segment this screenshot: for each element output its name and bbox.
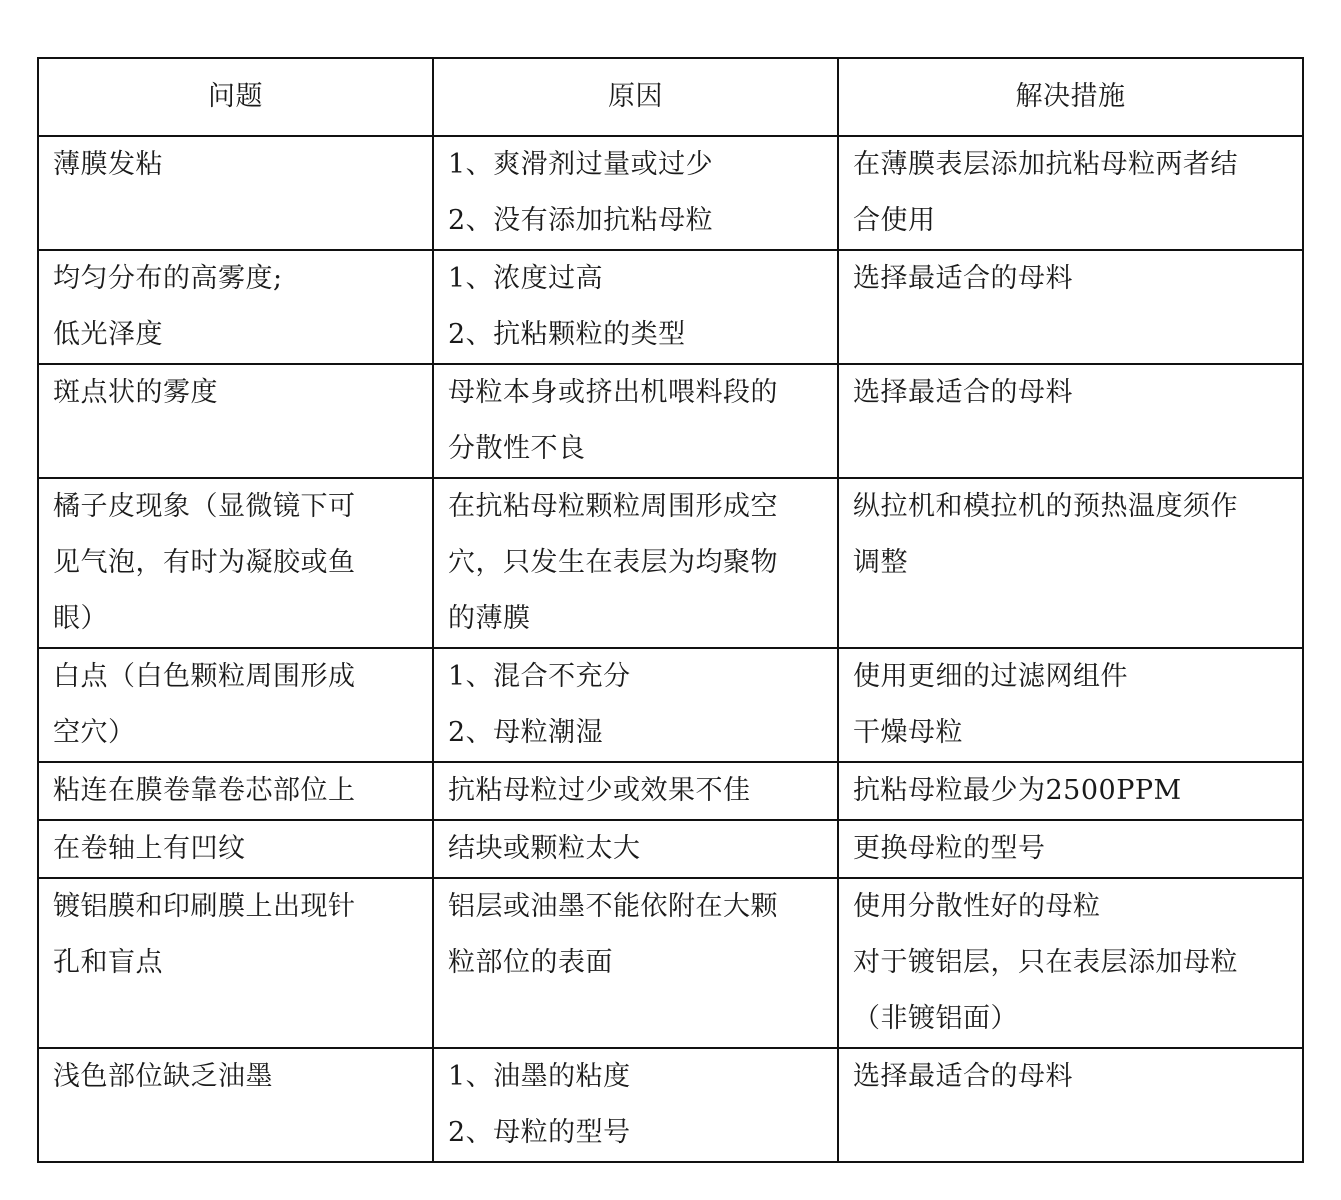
cell-text: 调整 — [853, 547, 908, 578]
problem-cell — [38, 136, 433, 250]
cause-cell — [433, 364, 838, 478]
cell-text: 使用更细的过滤网组件 — [853, 661, 1128, 692]
cell-text: 抗粘母粒最少为2500PPM — [853, 775, 1182, 806]
header-solution: 解决措施 — [838, 58, 1303, 136]
cell-text: 1、油墨的粘度 — [448, 1061, 631, 1092]
problem-cell — [38, 250, 433, 364]
table-row — [38, 250, 1303, 364]
cause-cell — [433, 878, 838, 1048]
cell-text: 低光泽度 — [53, 319, 163, 350]
cell-text: 孔和盲点 — [53, 947, 163, 978]
cell-text: 干燥母粒 — [853, 717, 963, 748]
table-header — [38, 58, 1303, 136]
cell-text: 使用分散性好的母粒 — [853, 891, 1101, 922]
cell-text: （非镀铝面） — [853, 1003, 1018, 1034]
solution-cell — [838, 762, 1303, 820]
cause-cell — [433, 1048, 838, 1162]
cell-text: 斑点状的雾度 — [53, 377, 218, 408]
cell-text: 1、浓度过高 — [448, 263, 604, 294]
cell-text: 1、爽滑剂过量或过少 — [448, 149, 714, 180]
table-row — [38, 878, 1303, 1048]
cell-text: 眼） — [53, 603, 108, 634]
cell-text: 橘子皮现象（显微镜下可 — [53, 491, 356, 522]
cell-text: 穴，只发生在表层为均聚物 — [448, 547, 778, 578]
cell-text: 母粒本身或挤出机喂料段的 — [448, 377, 778, 408]
cell-text: 在卷轴上有凹纹 — [53, 833, 246, 864]
solution-cell — [838, 136, 1303, 250]
problem-cell — [38, 762, 433, 820]
cell-text: 见气泡，有时为凝胶或鱼 — [53, 547, 356, 578]
table-row — [38, 762, 1303, 820]
cell-text: 选择最适合的母料 — [853, 263, 1073, 294]
problem-cell — [38, 648, 433, 762]
cell-text: 在薄膜表层添加抗粘母粒两者结 — [853, 149, 1238, 180]
header-problem: 问题 — [38, 58, 433, 136]
solution-cell — [838, 878, 1303, 1048]
problem-cell — [38, 878, 433, 1048]
cell-text: 在抗粘母粒颗粒周围形成空 — [448, 491, 778, 522]
cause-cell — [433, 136, 838, 250]
problem-cell — [38, 820, 433, 878]
solution-cell — [838, 648, 1303, 762]
header-row — [38, 58, 1303, 136]
cell-text: 分散性不良 — [448, 433, 586, 464]
solution-cell — [838, 478, 1303, 648]
cell-text: 粒部位的表面 — [448, 947, 613, 978]
problem-cell — [38, 478, 433, 648]
table-row — [38, 478, 1303, 648]
cell-text: 更换母粒的型号 — [853, 833, 1046, 864]
cause-cell — [433, 820, 838, 878]
cell-text: 均匀分布的高雾度; — [53, 263, 283, 294]
cell-text: 白点（白色颗粒周围形成 — [53, 661, 356, 692]
problem-cell — [38, 364, 433, 478]
cell-text: 选择最适合的母料 — [853, 377, 1073, 408]
table-row — [38, 648, 1303, 762]
table-row — [38, 364, 1303, 478]
cause-cell — [433, 762, 838, 820]
cause-cell — [433, 478, 838, 648]
cell-text: 2、抗粘颗粒的类型 — [448, 319, 686, 350]
cell-text: 抗粘母粒过少或效果不佳 — [448, 775, 751, 806]
cell-text: 纵拉机和模拉机的预热温度须作 — [853, 491, 1238, 522]
table-row — [38, 136, 1303, 250]
solution-cell — [838, 250, 1303, 364]
problem-cell — [38, 1048, 433, 1162]
cell-text: 结块或颗粒太大 — [448, 833, 641, 864]
cell-text: 镀铝膜和印刷膜上出现针 — [53, 891, 356, 922]
cell-text: 的薄膜 — [448, 603, 531, 634]
solution-cell — [838, 1048, 1303, 1162]
table-body — [38, 136, 1303, 1162]
table-row — [38, 1048, 1303, 1162]
cell-text: 粘连在膜卷靠卷芯部位上 — [53, 775, 356, 806]
solution-cell — [838, 364, 1303, 478]
cause-cell — [433, 250, 838, 364]
cell-text: 铝层或油墨不能依附在大颗 — [448, 891, 778, 922]
table-row — [38, 820, 1303, 878]
cell-text: 薄膜发粘 — [53, 149, 163, 180]
cell-text: 对于镀铝层，只在表层添加母粒 — [853, 947, 1238, 978]
cell-text: 浅色部位缺乏油墨 — [53, 1061, 273, 1092]
cell-text: 2、没有添加抗粘母粒 — [448, 205, 714, 236]
cell-text: 1、混合不充分 — [448, 661, 631, 692]
cell-text: 空穴） — [53, 717, 136, 748]
troubleshooting-table — [37, 57, 1304, 1163]
solution-cell — [838, 820, 1303, 878]
cell-text: 合使用 — [853, 205, 936, 236]
cell-text: 选择最适合的母料 — [853, 1061, 1073, 1092]
header-cause: 原因 — [433, 58, 838, 136]
cell-text: 2、母粒的型号 — [448, 1117, 631, 1148]
cause-cell — [433, 648, 838, 762]
cell-text: 2、母粒潮湿 — [448, 717, 604, 748]
